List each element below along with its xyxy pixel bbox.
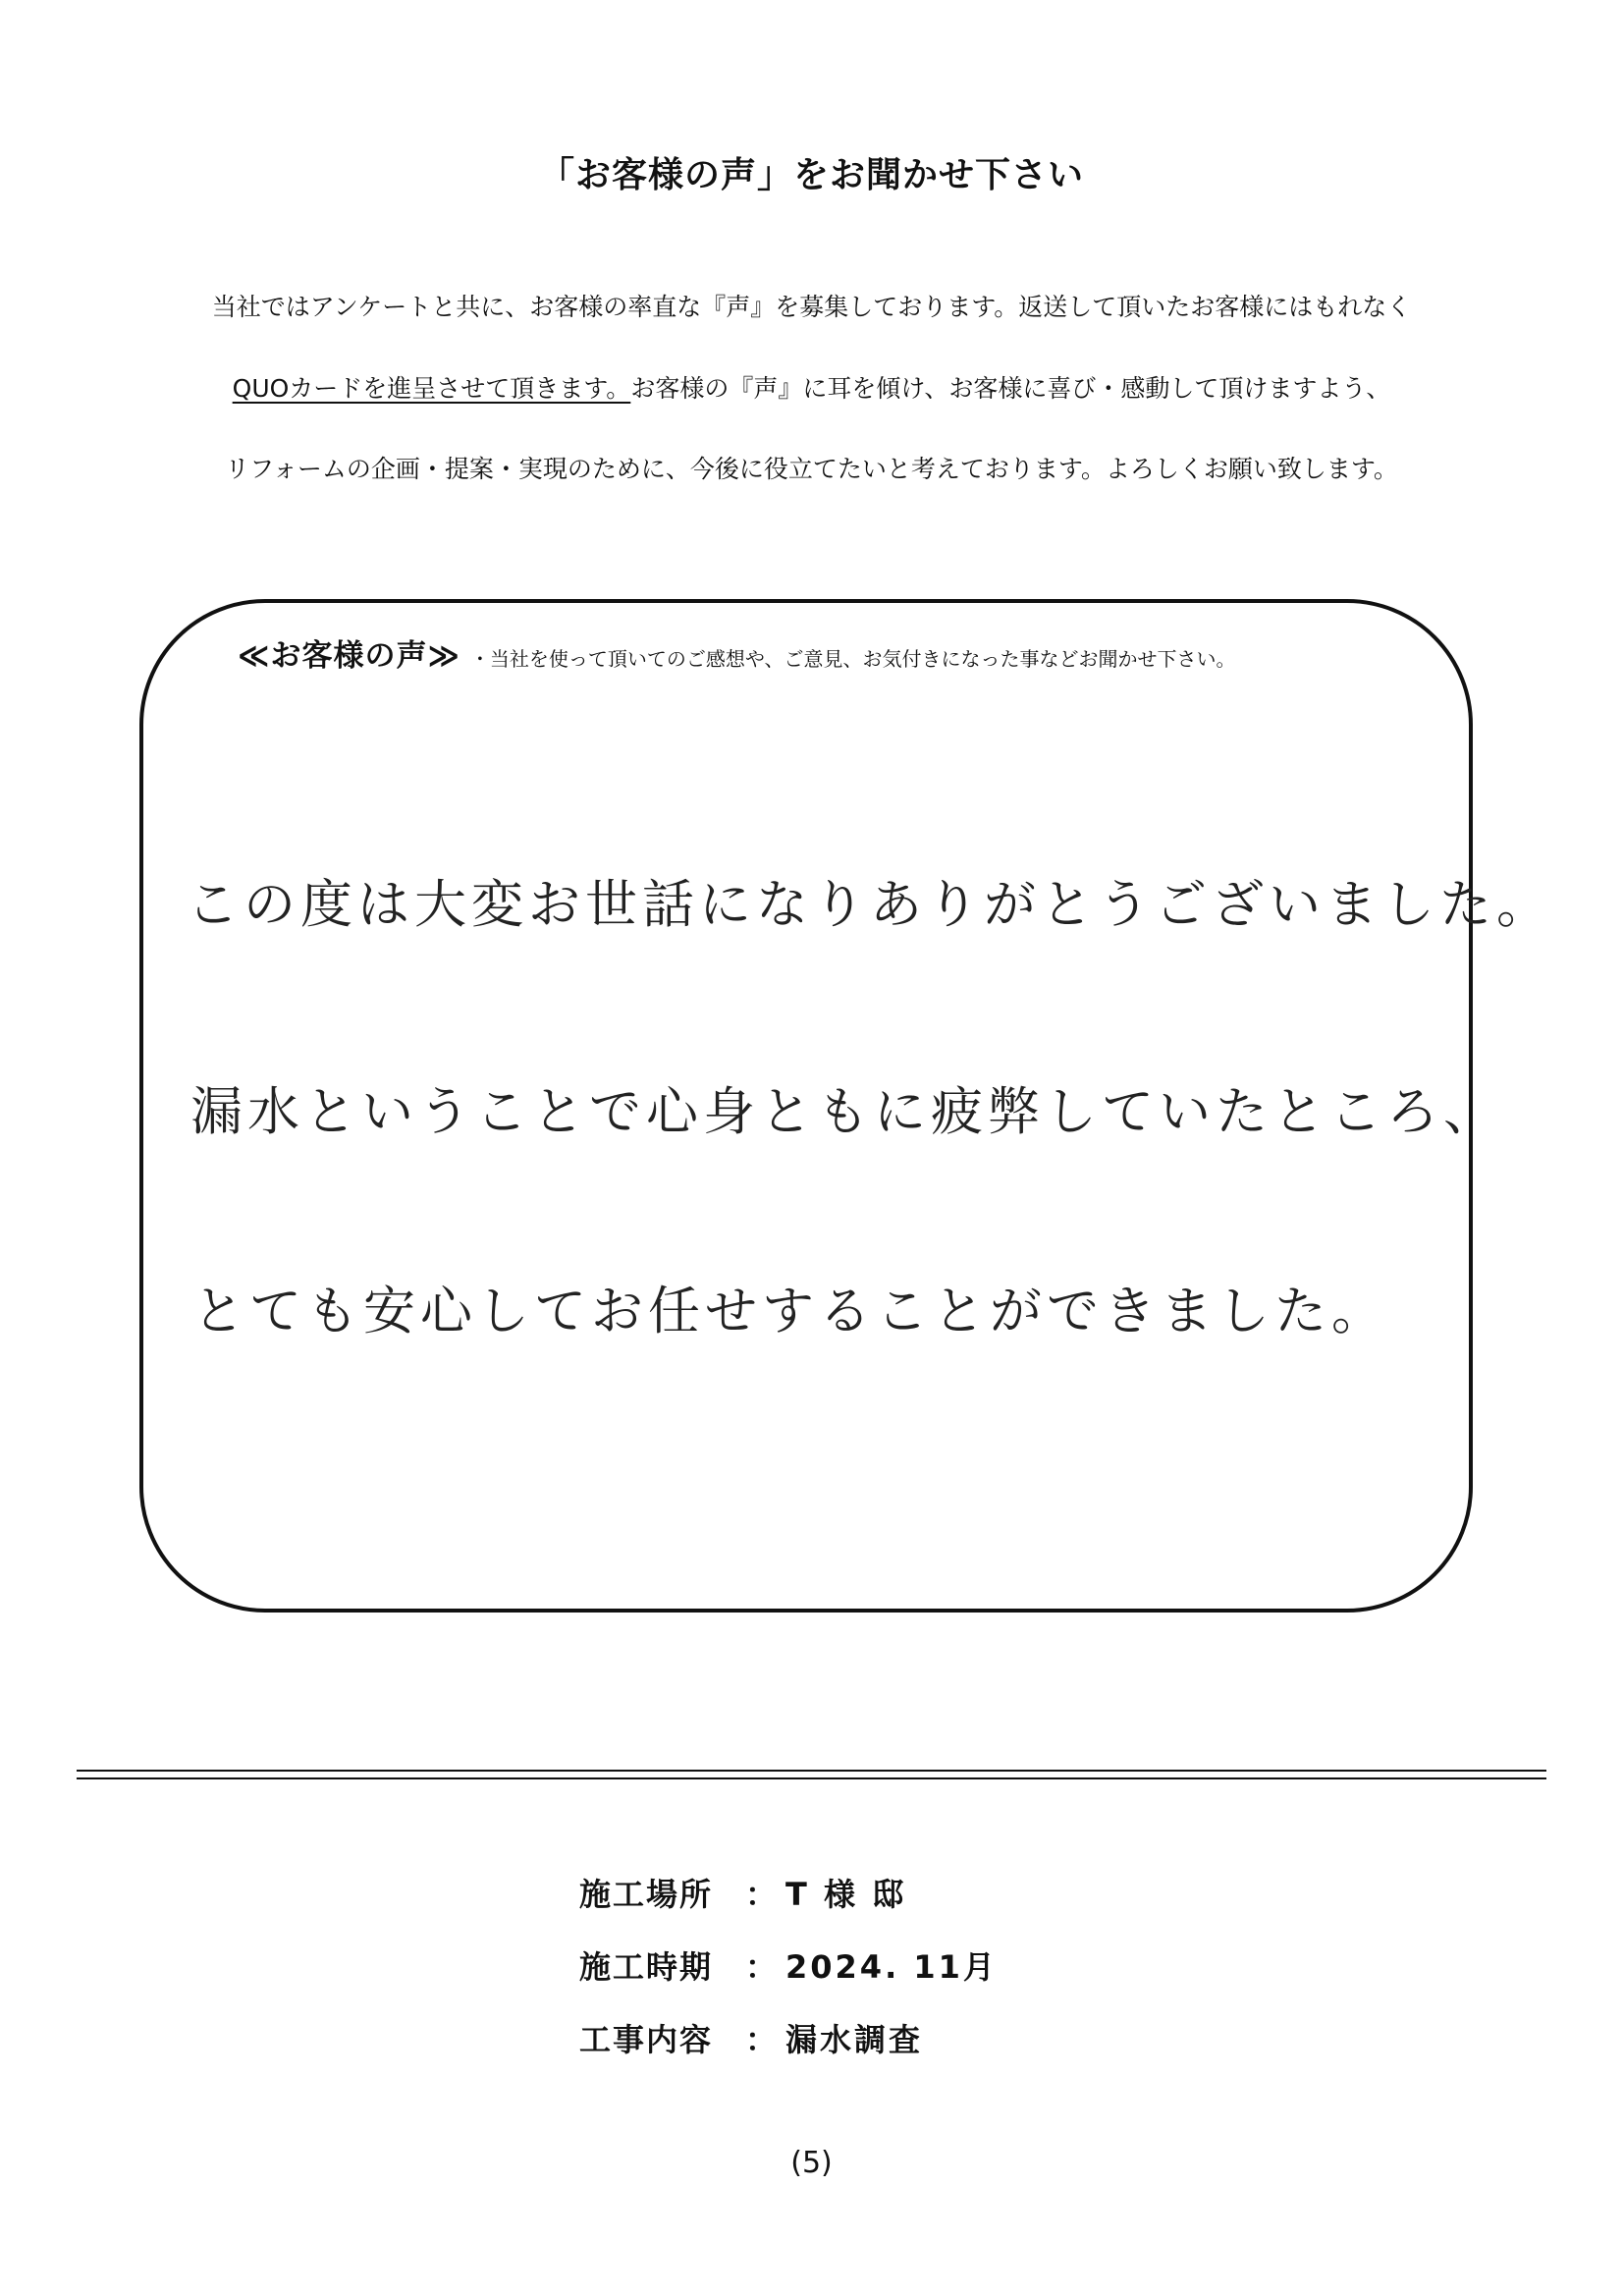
intro-line-3: リフォームの企画・提案・実現のために、今後に役立てたいと考えております。よろしくお願い致します。 bbox=[225, 455, 1398, 483]
construction-info bbox=[579, 1858, 998, 2076]
info-row-period bbox=[579, 1931, 998, 2003]
info-colon: ： bbox=[744, 1876, 777, 1913]
info-label: 施工場所 bbox=[579, 1876, 714, 1913]
handwritten-line-2: 漏水ということで心身ともに疲弊していたところ、 bbox=[190, 1082, 1500, 1142]
info-label: 工事内容 bbox=[579, 2021, 714, 2058]
info-value: 2024. 11月 bbox=[785, 1948, 998, 1986]
page-number: (5) bbox=[790, 2146, 833, 2180]
voice-box-title: ≪お客様の声≫ bbox=[238, 638, 460, 674]
double-rule-bottom bbox=[77, 1777, 1546, 1779]
double-rule-top bbox=[77, 1770, 1546, 1772]
intro-line-1: 当社ではアンケートと共に、お客様の率直な『声』を募集しております。返送して頂いたお客様にはもれなく bbox=[211, 293, 1412, 321]
intro-underlined-text: QUOカードを進呈させて頂きます。 bbox=[232, 374, 631, 403]
info-value: T 様 邸 bbox=[785, 1876, 907, 1913]
info-row-location bbox=[579, 1858, 998, 1931]
handwritten-line-1: この度は大変お世話になりありがとうございました。 bbox=[187, 875, 1553, 935]
handwritten-line-3: とても安心してお任せすることができました。 bbox=[192, 1282, 1388, 1341]
intro-line-2 bbox=[0, 372, 1623, 406]
info-colon: ： bbox=[744, 1948, 777, 1986]
intro-line-2-text: お客様の『声』に耳を傾け、お客様に喜び・感動して頂けますよう、 bbox=[630, 374, 1391, 403]
info-colon: ： bbox=[744, 2021, 777, 2058]
voice-box-header bbox=[238, 630, 1236, 675]
info-label: 施工時期 bbox=[579, 1948, 714, 1986]
info-row-work bbox=[579, 2003, 998, 2076]
info-value: 漏水調査 bbox=[785, 2021, 924, 2058]
page-title: 「お客様の声」をお聞かせ下さい bbox=[538, 155, 1084, 195]
customer-voice-box bbox=[139, 599, 1553, 1613]
voice-box-prompt: ・当社を使って頂いてのご感想や、ご意見、お気付きになった事などお聞かせ下さい。 bbox=[469, 647, 1236, 671]
